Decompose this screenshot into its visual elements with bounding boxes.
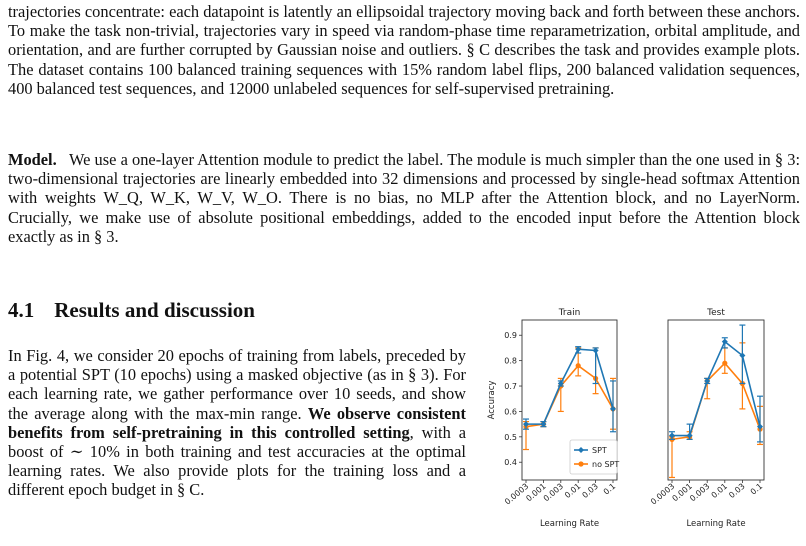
paragraph-dataset [8,2,800,98]
line: processed by single-head softmax Attention with weights W_Q, W_K, W_V, W_O. There is no bias, no [8,169,800,208]
y-tick-label: 0.4 [504,458,517,468]
line: and outliers. § C describes the task and provides example plots. The dataset contains 100 balanced [8,40,800,79]
x-tick-label: 0.001 [670,481,694,504]
x-tick-label: 0.01 [563,481,583,500]
results-text-a: In Fig. 4, we consider 20 epochs of training from labels, preceded by a potential SPT (10 epochs) using a masked objective (as in § 3). For each learning rate, we gather performance over 10 seeds, and show the average along with the max-min range. [8,346,466,423]
x-tick-label: 0.01 [709,481,730,500]
model-label: Model. [8,150,57,169]
line: reparametrization, orbital amplitude, and orientation, and are further corrupted by Gaussian noise [8,21,801,60]
paragraph-results [8,346,466,500]
line: training sequences with 15% random label flips, 200 balanced validation sequences, 400 balanced [8,59,800,98]
series-line [672,342,760,436]
x-tick-label: 0.003 [541,481,566,504]
line: embeddings, added to the encoded input before the Attention block exactly as in § 3. [8,207,800,246]
y-axis-label: Accuracy [487,380,497,420]
section-heading [8,298,255,322]
line: MLP after the Attention block, and no LayerNorm. Crucially, we make use of absolute positional [8,188,800,227]
panel-title: Test [707,308,725,318]
section-title: Results and discussion [54,298,255,322]
legend-marker [578,461,583,466]
line: between these anchors. To make the task non-trivial, trajectories vary in speed via random-phase time [8,2,800,41]
y-tick-label: 0.8 [504,356,517,366]
x-axis-label: Learning Rate [686,519,746,529]
x-axis-label: Learning Rate [539,519,600,529]
y-tick-label: 0.5 [504,432,517,442]
data-point [576,363,581,368]
x-tick-label: 0.03 [727,481,747,500]
results-bold: We observe consistent benefits from self-pretraining in this controlled setting [8,403,466,442]
line: We use a one-layer Attention module to predict the label. The module is much simpler [68,150,636,169]
data-point [722,361,727,366]
x-tick-label: 0.003 [688,481,712,504]
legend-label: no SPT [592,460,620,469]
panel-title: Train [558,308,581,318]
line: test sequences, and 12000 unlabeled sequences for self-supervised pretraining. [99,78,615,98]
x-tick-label: 0.0003 [649,481,677,507]
series-line [526,366,613,427]
x-tick-label: 0.001 [524,481,548,504]
data-point [669,433,675,439]
y-tick-label: 0.7 [504,382,517,392]
line: trajectories concentrate: each datapoint is latently an ellipsoidal trajectory moving back and forth [8,2,645,21]
section-number: 4.1 [8,298,35,322]
legend-label: SPT [592,446,607,455]
paragraph-model [8,150,800,246]
results-text-b: , with a boost of ∼ 10% in both training and test accuracies at the optimal learning rates. We also provide plots for the training loss and a different epoch budget in § C. [8,422,466,500]
x-tick-label: 0.0003 [503,481,531,507]
line: than the one used in § 3: two-dimensional trajectories are linearly embedded into 32 dimensions and [8,150,800,189]
x-tick-label: 0.1 [748,481,765,497]
x-tick-label: 0.03 [580,481,600,500]
y-tick-label: 0.6 [504,407,517,417]
figure-accuracy-vs-lr [472,300,802,542]
x-tick-label: 0.1 [601,481,618,497]
y-tick-label: 0.9 [504,331,517,341]
